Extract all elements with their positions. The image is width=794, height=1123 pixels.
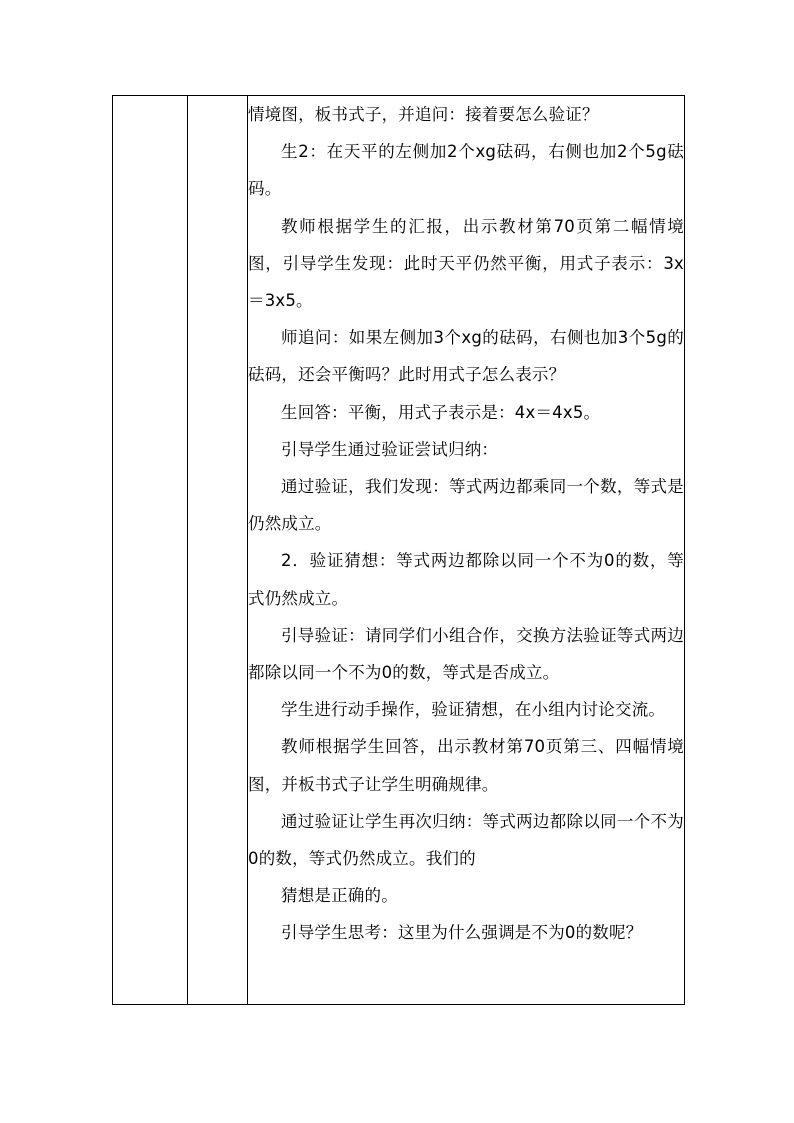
paragraph: 师追问：如果左侧加3个xg的砝码，右侧也加3个5g的砝码，还会平衡吗？此时用式子怎么表示？ [248,328,684,385]
paragraph: 学生进行动手操作，验证猜想，在小组内讨论交流。 [281,700,666,720]
paragraph: 引导学生思考：这里为什么强调是不为0的数呢？ [281,923,643,943]
empty-cell-left [113,96,188,1005]
paragraph: 猜想是正确的。 [281,886,398,906]
table-row [113,96,685,1005]
empty-cell-middle [188,96,248,1005]
paragraph: 生2：在天平的左侧加2个xg砝码，右侧也加2个5g砝码。 [248,142,684,199]
paragraph: 教师根据学生回答，出示教材第70页第三、四幅情境图，并板书式子让学生明确规律。 [248,737,684,794]
paragraph: 引导验证：请同学们小组合作，交换方法验证等式两边都除以同一个不为0的数，等式是否成立。 [248,625,684,683]
content-cell [248,96,685,1005]
paragraph: 教师根据学生的汇报，出示教材第70页第二幅情境图，引导学生发现：此时天平仍然平衡，用式子表示：3x＝3x5。 [248,216,684,311]
lesson-plan-table [112,95,685,1005]
paragraph: 通过验证，我们发现：等式两边都乘同一个数，等式是仍然成立。 [248,477,684,534]
paragraph: 2．验证猜想：等式两边都除以同一个不为0的数，等式仍然成立。 [248,551,684,608]
paragraph: 生回答：平衡，用式子表示是：4x＝4x5。 [281,402,601,422]
paragraph: 情境图，板书式子，并追问：接着要怎么验证？ [248,105,599,124]
paragraph: 引导学生通过验证尝试归纳： [281,439,499,459]
paragraph: 通过验证让学生再次归纳：等式两边都除以同一个不为0的数，等式仍然成立。我们的 [248,811,684,869]
